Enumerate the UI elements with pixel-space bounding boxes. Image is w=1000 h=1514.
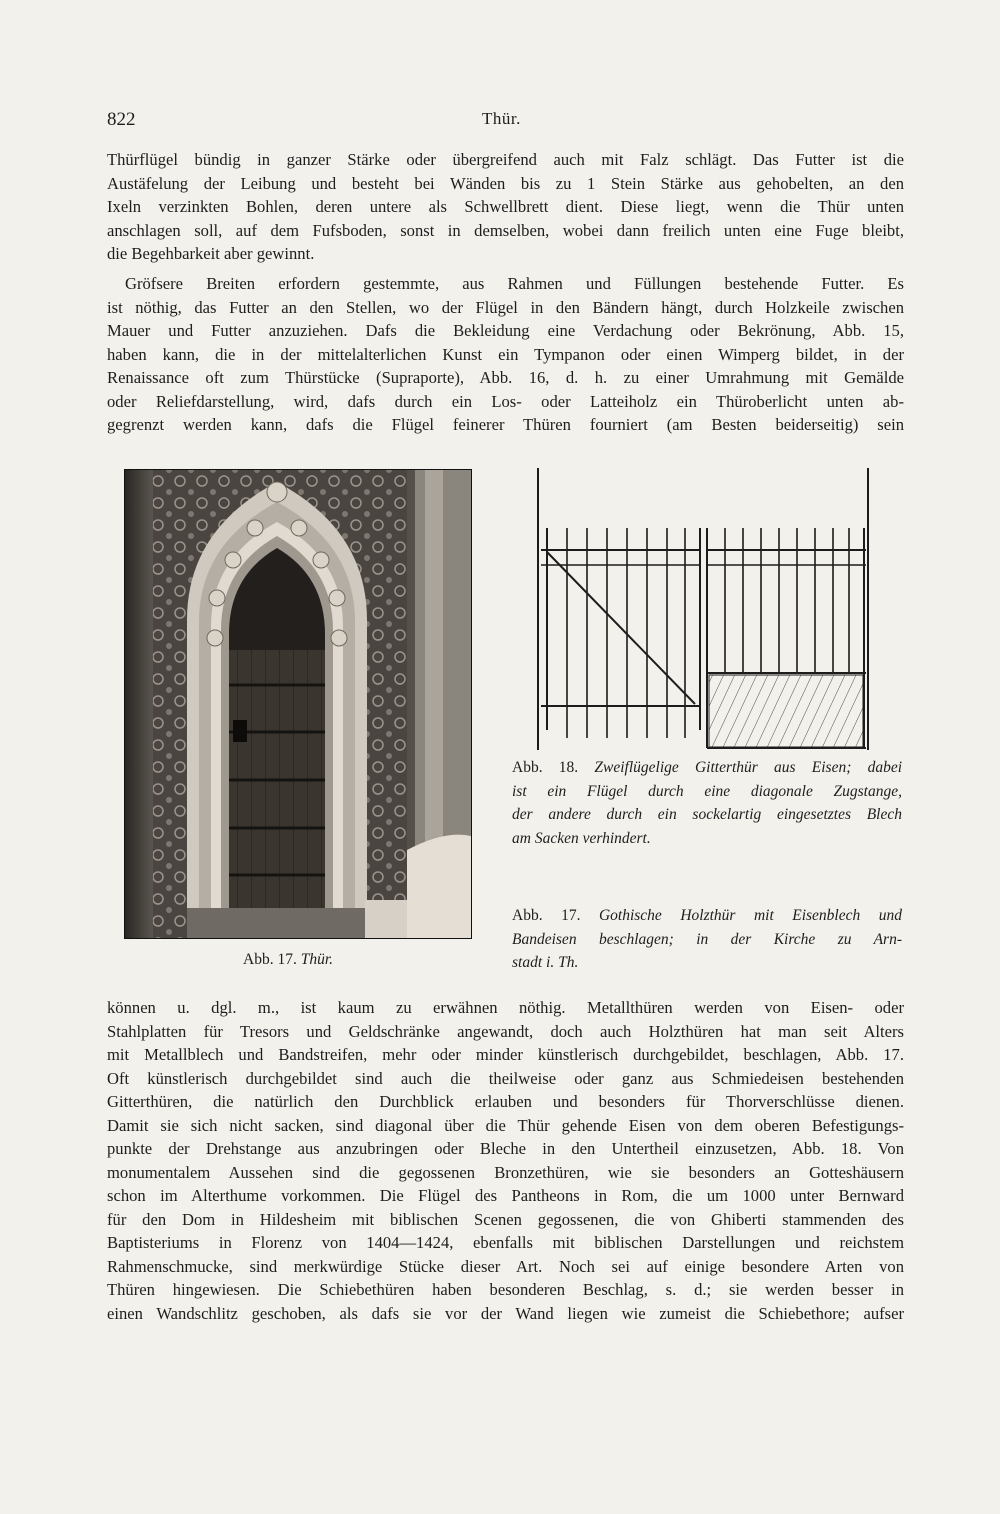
text-line: ist nöthig, das Futter an den Stellen, wo der Flügel in den Bändern hängt, durch Holzkeile zwischen	[107, 297, 904, 317]
text-line: schon im Alterthume vorkommen. Die Flügel des Pantheons in Rom, die um 1000 unter Bernward	[107, 1186, 904, 1205]
caption-line	[512, 904, 902, 928]
text-line: Gröfsere Breiten erfordern gestemmte, aus Rahmen und Füllungen bestehende Futter. Es	[125, 274, 904, 293]
caption-line: am Sacken verhindert.	[512, 829, 651, 847]
text-line: Mauer und Futter anzuziehen. Dafs die Bekleidung eine Verdachung oder Bekrönung, Abb. 15,	[107, 321, 904, 340]
text-line: Ixeln verzinkten Bohlen, deren untere als Schwellbrett dient. Diese liegt, wenn die Thür unten	[107, 197, 904, 216]
running-head: Thür.	[482, 109, 521, 128]
caption-line: Bandeisen beschlagen; in der Kirche zu Arn-	[512, 930, 902, 948]
text-line: Thüren hingewiesen. Die Schiebethüren haben besonderen Beschlag, s. d.; sie werden besser in	[107, 1280, 904, 1299]
page-number: 822	[107, 109, 136, 130]
text-line: gegrenzt werden kann, dafs die Flügel feinerer Thüren fourniert (am Besten beiderseitig) sein	[107, 415, 904, 434]
figure-17-caption	[512, 904, 902, 975]
gothic-door-photo-icon	[125, 470, 471, 938]
paragraph-2	[107, 272, 904, 437]
caption-line: der andere durch ein sockelartig eingesetztes Blech	[512, 806, 902, 823]
caption-label: Abb. 17.	[512, 907, 581, 924]
paragraph-3	[107, 996, 904, 1325]
caption-line: stadt i. Th.	[512, 954, 579, 971]
text-line: Renaissance oft zum Thürstücke (Supraporte), Abb. 16, d. h. zu einer Umrahmung mit Gemälde	[107, 368, 904, 387]
text-line: Baptisteriums in Florenz von 1404—1424, ebenfalls mit biblischen Darstellungen und reichstem	[107, 1233, 904, 1252]
caption-text: Gothische Holzthür mit Eisenblech und	[598, 907, 903, 924]
caption-text: Zweiflügelige Gitterthür aus Eisen; dabei	[594, 759, 903, 776]
figure-17-short-caption	[243, 951, 333, 969]
figure-18-caption	[512, 756, 902, 850]
text-line: einen Wandschlitz geschoben, als dafs sie vor der Wand liegen wie zumeist die Schiebethore; aufser	[107, 1303, 904, 1323]
text-line: Oft künstlerisch durchgebildet sind auch die theilweise oder ganz aus Schmiedeisen bestehenden	[107, 1068, 904, 1088]
iron-grille-gate-icon	[533, 468, 878, 750]
caption-line: ist ein Flügel durch eine diagonale Zugstange,	[512, 782, 902, 800]
text-line: anschlagen soll, auf dem Fufsboden, sonst in demselben, wobei dann freilich unten eine Fuge bleibt,	[107, 220, 904, 240]
gothic-door-photo	[124, 469, 472, 939]
text-line: Austäfelung der Leibung und besteht bei Wänden bis zu 1 Stein Stärke aus gehobelten, an den	[107, 173, 904, 193]
caption-line	[512, 756, 902, 780]
caption-text: Thür.	[300, 951, 334, 968]
text-line: für den Dom in Hildesheim mit biblischen Scenen gegossenen, die von Ghiberti stammenden des	[107, 1209, 904, 1229]
text-line: Rahmenschmucke, sind merkwürdige Stücke dieser Art. Noch sei auf einige besondere Arten von	[107, 1256, 904, 1276]
text-line: Damit sie sich nicht sacken, sind diagonal über die Thür gehende Eisen von dem oberen Befestigungs-	[107, 1115, 904, 1135]
text-line: oder Reliefdarstellung, wird, dafs durch ein Los- oder Latteiholz ein Thüroberlicht unten ab-	[107, 391, 904, 411]
caption-label: Abb. 17.	[243, 951, 297, 968]
text-line: Stahlplatten für Tresors und Geldschränke angewandt, doch auch Holzthüren hat man seit Alters	[107, 1021, 904, 1041]
paragraph-1	[107, 148, 904, 266]
text-line: monumentalem Aussehen sind die gegossenen Bronzethüren, wie sie besonders an Gotteshäusern	[107, 1162, 904, 1182]
text-line: Thürflügel bündig in ganzer Stärke oder übergreifend auch mit Falz schlägt. Das Futter ist die	[107, 150, 904, 169]
iron-grille-gate-drawing	[533, 468, 878, 750]
text-line: punkte der Drehstange aus anzubringen oder Bleche in den Untertheil einzusetzen, Abb. 18. Von	[107, 1139, 904, 1158]
text-line: die Begehbarkeit aber gewinnt.	[107, 244, 315, 263]
text-line: mit Metallblech und Bandstreifen, mehr oder minder künstlerisch durchgebildet, beschlagen, Abb. 17.	[107, 1045, 904, 1064]
text-line: haben kann, die in der mittelalterlichen Kunst ein Tympanon oder einen Wimperg bildet, in der	[107, 344, 904, 364]
caption-label: Abb. 18.	[512, 759, 579, 776]
text-line: Gitterthüren, die natürlich den Durchblick erlauben und besonders für Thorverschlüsse dienen.	[107, 1092, 904, 1111]
text-line: können u. dgl. m., ist kaum zu erwähnen nöthig. Metallthüren werden von Eisen- oder	[107, 998, 904, 1017]
